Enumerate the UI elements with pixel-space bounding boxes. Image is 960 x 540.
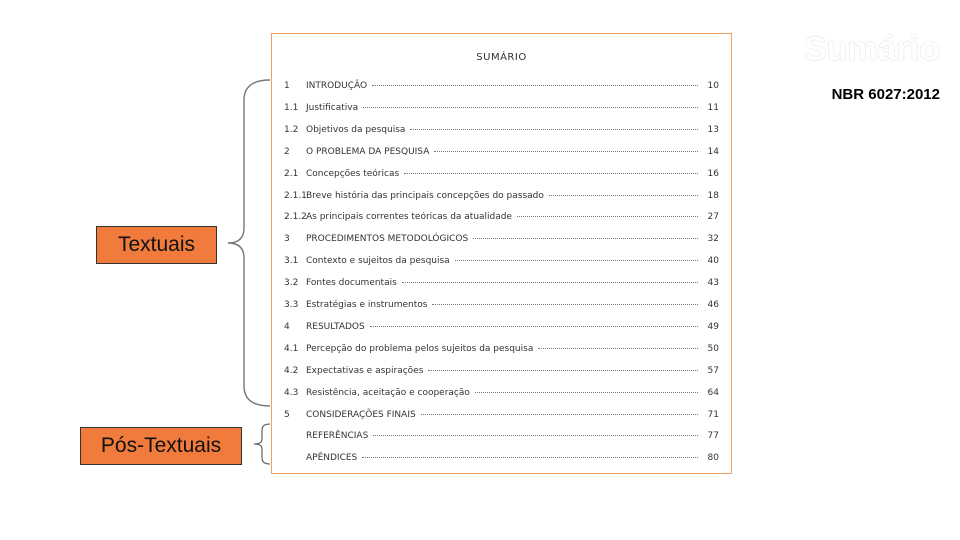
slide-title: Sumário	[803, 30, 940, 68]
toc-entry-number: 4.1	[284, 343, 299, 354]
toc-entry-leader-dots	[370, 326, 698, 327]
toc-entry-leader-dots	[475, 392, 698, 393]
toc-entry-page: 50	[707, 343, 719, 354]
toc-entry-page: 11	[707, 102, 719, 113]
toc-entry-page: 14	[707, 146, 719, 157]
toc-entry-number: 1.1	[284, 102, 299, 113]
toc-entry-leader-dots	[428, 370, 698, 371]
slide-subtitle: NBR 6027:2012	[831, 86, 940, 103]
toc-entry	[284, 344, 719, 358]
toc-entry-title: Expectativas e aspirações	[306, 365, 424, 376]
toc-entry-page: 77	[707, 431, 719, 442]
toc-entry-page: 32	[707, 234, 719, 245]
toc-entry-leader-dots	[517, 216, 698, 217]
toc-entry-page: 46	[707, 300, 719, 310]
toc-document	[271, 33, 732, 474]
toc-entry	[284, 366, 719, 380]
toc-entry-leader-dots	[421, 414, 698, 415]
toc-entry-title: Concepções teóricas	[306, 168, 400, 179]
toc-entry-leader-dots	[410, 129, 698, 130]
toc-entry-leader-dots	[434, 151, 698, 152]
toc-entry	[284, 103, 719, 117]
toc-entry-page: 80	[707, 453, 719, 464]
toc-entry-title: Fontes documentais	[306, 278, 397, 289]
toc-entry-number: 3.3	[284, 300, 299, 310]
toc-heading: SUMÁRIO	[476, 52, 527, 63]
toc-entry	[284, 81, 719, 95]
toc-entry-leader-dots	[362, 457, 698, 458]
toc-entry-number: 5	[284, 409, 290, 420]
toc-entry-leader-dots	[455, 260, 698, 261]
toc-entry-title: As principais correntes teóricas da atualidade	[306, 212, 513, 223]
toc-entry-page: 13	[707, 124, 719, 135]
toc-entry	[284, 256, 719, 270]
toc-entry-leader-dots	[402, 282, 698, 283]
toc-entry-title: RESULTADOS	[306, 321, 365, 332]
toc-entry: 2.1.2 As principais correntes teóricas da atualidade 27	[284, 212, 719, 223]
toc-entry-page: 71	[707, 409, 719, 420]
toc-entry-page: 40	[707, 256, 719, 267]
pos-textuais-label: Pós-Textuais	[80, 427, 242, 465]
toc-entry-page: 10	[707, 81, 719, 91]
toc-entry-title: Objetivos da pesquisa	[306, 124, 406, 135]
toc-entry	[284, 234, 719, 248]
toc-entry-leader-dots	[363, 107, 698, 108]
toc-entry	[284, 453, 719, 467]
toc-entry: 2.1.1 Breve história das principais concepções do passado 18	[284, 190, 719, 201]
toc-entry	[284, 431, 719, 445]
pos-textuais-brace	[250, 422, 272, 466]
toc-entry-leader-dots	[373, 435, 698, 436]
toc-entry-title: Estratégias e instrumentos	[306, 300, 428, 310]
toc-entry	[284, 278, 719, 292]
toc-entry-page: 64	[707, 387, 719, 398]
toc-entry-page: 16	[707, 168, 719, 179]
toc-entry-title: O PROBLEMA DA PESQUISA	[306, 146, 430, 157]
toc-entry-number: 4	[284, 321, 290, 332]
toc-entry-number: 2	[284, 146, 290, 157]
toc-entry-leader-dots	[549, 195, 698, 196]
toc-entry-page: 27	[707, 212, 719, 223]
toc-entry-number: 3.2	[284, 278, 299, 289]
toc-entry-title: CONSIDERAÇÕES FINAIS	[306, 409, 416, 420]
toc-entry	[284, 125, 719, 139]
toc-entry	[284, 169, 719, 183]
toc-entry	[284, 300, 719, 314]
toc-entry-page: 18	[707, 190, 719, 201]
toc-entry-title: Justificativa	[306, 102, 359, 113]
toc-entry-number: 3	[284, 234, 290, 245]
toc-entry	[284, 410, 719, 424]
toc-entry-number: 3.1	[284, 256, 299, 267]
textuais-label: Textuais	[96, 226, 217, 264]
toc-entry-number: 1	[284, 81, 290, 91]
toc-entry-title: APÊNDICES	[306, 453, 358, 464]
toc-entry-page: 57	[707, 365, 719, 376]
toc-entry-title: PROCEDIMENTOS METODOLÓGICOS	[306, 234, 469, 245]
toc-entry-number: 1.2	[284, 124, 299, 135]
toc-entry-leader-dots	[473, 238, 698, 239]
toc-entry	[284, 147, 719, 161]
toc-entry-number: 4.3	[284, 387, 299, 398]
toc-entry-leader-dots	[538, 348, 698, 349]
toc-entry-title: Percepção do problema pelos sujeitos da pesquisa	[306, 343, 534, 354]
toc-entry-title: REFERÊNCIAS	[306, 431, 369, 442]
toc-entry-leader-dots	[372, 85, 698, 86]
toc-entry-number: 4.2	[284, 365, 299, 376]
toc-entry	[284, 322, 719, 336]
toc-entry-leader-dots	[432, 304, 698, 305]
toc-entry-number: 2.1	[284, 168, 299, 179]
toc-entry-page: 43	[707, 278, 719, 289]
toc-entry-title: INTRODUÇÃO	[306, 81, 368, 91]
toc-entry-title: Contexto e sujeitos da pesquisa	[306, 256, 450, 267]
toc-entry-title: Breve história das principais concepções do passado	[306, 190, 544, 201]
toc-entry	[284, 388, 719, 402]
textuais-brace	[226, 78, 272, 408]
toc-entry-leader-dots	[404, 173, 698, 174]
toc-entry-title: Resistência, aceitação e cooperação	[306, 387, 470, 398]
toc-entry-page: 49	[707, 321, 719, 332]
